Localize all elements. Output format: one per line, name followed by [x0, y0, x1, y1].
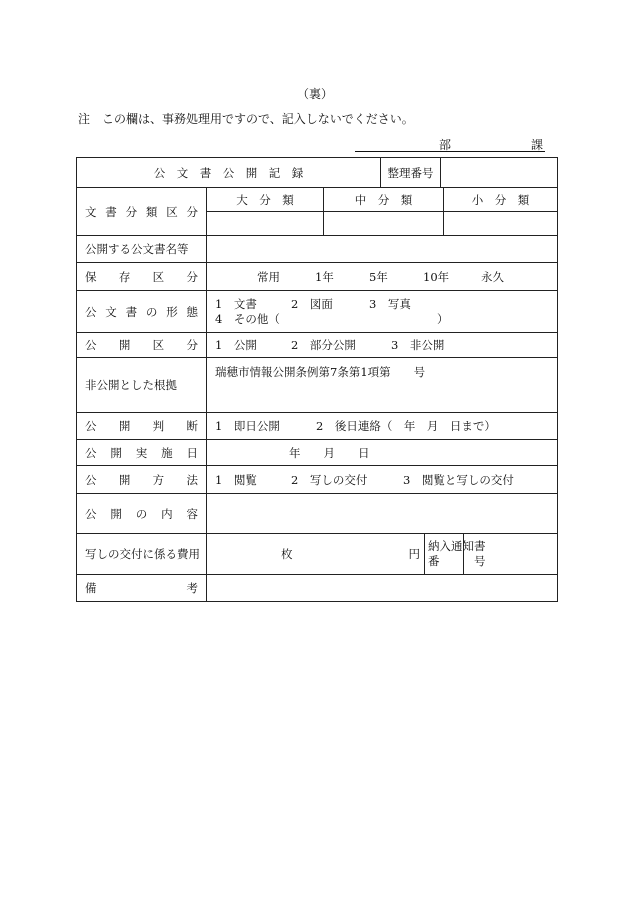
jisshi-date-field[interactable] — [207, 440, 558, 466]
bunrui-label — [85, 204, 198, 220]
label-char: の — [145, 304, 158, 319]
label-char: 日 — [186, 445, 198, 460]
seiri-number-field[interactable] — [441, 158, 558, 188]
label-char: 区 — [166, 204, 178, 219]
dai-bunrui-header: 大 分 類 — [207, 188, 324, 212]
kubun-label-cell — [77, 333, 207, 358]
label-char: 内 — [161, 506, 173, 521]
kubun-options — [207, 333, 558, 358]
houhou-option-etsuran[interactable]: 1 閲覧 — [215, 472, 257, 487]
label-char: 施 — [161, 445, 173, 460]
label-char: 公 — [85, 338, 97, 352]
label-char: 保 — [85, 269, 97, 284]
kubun-option-kokai[interactable]: 1 公開 — [215, 338, 257, 352]
label-char: 公 — [85, 304, 97, 319]
label-char: 公 — [85, 472, 97, 487]
label-char: 公 — [85, 445, 97, 460]
notice-label-line2: 番 号 — [428, 554, 486, 568]
jisshi-date-text: 年 月 日 — [289, 445, 370, 460]
hiyou-en-unit: 円 — [408, 547, 420, 561]
hozon-label-cell — [77, 263, 207, 291]
notice-label-cell — [425, 534, 486, 575]
handan-label — [85, 418, 198, 434]
record-title: 公 文 書 公 開 記 録 — [77, 158, 381, 188]
keitai-option-sonota[interactable]: 4 その他（ — [215, 311, 280, 326]
label-char: 方 — [152, 472, 165, 487]
label-char: 判 — [152, 419, 165, 433]
hiyou-field[interactable] — [207, 534, 425, 575]
label-char: 法 — [186, 472, 198, 487]
label-char: 開 — [118, 472, 131, 487]
label-char: 区 — [152, 269, 165, 284]
biko-field[interactable] — [207, 575, 558, 602]
label-char: 区 — [152, 338, 165, 352]
kubun-label — [85, 337, 198, 353]
meisho-label: 公開する公文書名等 — [77, 236, 207, 263]
hiyou-mai-unit: 枚 — [281, 547, 293, 561]
label-char: 実 — [135, 445, 148, 460]
handan-options — [207, 413, 558, 440]
naiyou-label — [85, 506, 198, 522]
hozon-option-1nen[interactable]: 1年 — [315, 269, 334, 284]
biko-label — [85, 580, 198, 596]
label-char: 開 — [110, 445, 122, 460]
keitai-option-bunsho[interactable]: 1 文書 — [215, 296, 257, 311]
keitai-sonota-close: ） — [437, 311, 449, 326]
biko-label-cell — [77, 575, 207, 602]
department-line — [355, 136, 545, 152]
chu-bunrui-field[interactable] — [324, 212, 444, 236]
houhou-option-utsushi[interactable]: 2 写しの交付 — [291, 472, 368, 487]
hiyou-label: 写しの交付に係る費用 — [77, 534, 207, 575]
jisshi-label — [85, 445, 198, 461]
label-char: 開 — [118, 338, 131, 352]
label-char: 態 — [186, 304, 198, 319]
label-char: 分 — [186, 204, 198, 219]
label-char: 公 — [85, 506, 97, 521]
naiyou-field[interactable] — [207, 494, 558, 534]
sho-bunrui-header: 小 分 類 — [444, 188, 558, 212]
handan-option-sokujitsu[interactable]: 1 即日公開 — [215, 419, 280, 433]
keitai-option-zumen[interactable]: 2 図面 — [291, 296, 333, 311]
hozon-option-10nen[interactable]: 10年 — [423, 269, 450, 284]
houhou-label — [85, 472, 198, 488]
hozon-label — [85, 269, 198, 285]
label-char: 開 — [118, 419, 131, 433]
konkyo-label: 非公開とした根拠 — [77, 358, 207, 413]
label-char: 分 — [186, 269, 198, 284]
department-bu-label: 部 — [439, 138, 452, 152]
disclosure-record-form — [76, 157, 558, 602]
hozon-options — [207, 263, 558, 291]
keitai-options — [207, 291, 558, 333]
page-title: （裏） — [296, 87, 333, 101]
jisshi-label-cell — [77, 440, 207, 466]
label-char: 書 — [125, 304, 138, 319]
houhou-label-cell — [77, 466, 207, 494]
seiri-number-label: 整理番号 — [381, 158, 441, 188]
label-char: 備 — [85, 581, 97, 595]
label-char: の — [135, 506, 148, 521]
keitai-label-cell — [77, 291, 207, 333]
label-char: 文 — [85, 204, 97, 219]
note-text: 注 この欄は、事務処理用ですので、記入しないでください。 — [78, 112, 414, 126]
hozon-option-5nen[interactable]: 5年 — [369, 269, 388, 284]
chu-bunrui-header: 中 分 類 — [324, 188, 444, 212]
kubun-option-hikokai[interactable]: 3 非公開 — [391, 338, 445, 352]
houhou-option-etsuran-utsushi[interactable]: 3 閲覧と写しの交付 — [403, 472, 514, 487]
label-char: 存 — [118, 269, 131, 284]
hozon-option-eikyu[interactable]: 永久 — [481, 269, 504, 284]
houhou-options — [207, 466, 558, 494]
label-char: 文 — [105, 304, 117, 319]
label-char: 容 — [186, 506, 198, 521]
keitai-option-shashin[interactable]: 3 写真 — [369, 296, 411, 311]
kubun-option-bubun-kokai[interactable]: 2 部分公開 — [291, 338, 356, 352]
notice-label-line1: 納入通知書 — [428, 539, 486, 553]
label-char: 分 — [186, 338, 198, 352]
label-char: 公 — [85, 419, 97, 433]
label-char: 分 — [125, 204, 138, 219]
sho-bunrui-field[interactable] — [444, 212, 558, 236]
hozon-option-joyo[interactable]: 常用 — [257, 269, 280, 284]
label-char: 類 — [145, 204, 158, 219]
label-char: 書 — [105, 204, 117, 219]
label-char: 考 — [186, 581, 198, 595]
meisho-field[interactable] — [207, 236, 558, 263]
label-char: 形 — [166, 304, 178, 319]
department-ka-label: 課 — [530, 138, 543, 152]
label-char: 開 — [110, 506, 122, 521]
keitai-label — [85, 304, 198, 320]
handan-option-gojitsu[interactable]: 2 後日連絡（ 年 月 日まで） — [316, 419, 496, 433]
bunrui-label-cell — [77, 188, 207, 236]
naiyou-label-cell — [77, 494, 207, 534]
dai-bunrui-field[interactable] — [207, 212, 324, 236]
handan-label-cell — [77, 413, 207, 440]
konkyo-text[interactable]: 瑞穂市情報公開条例第7条第1項第 号 — [207, 358, 558, 413]
label-char: 断 — [186, 419, 198, 433]
